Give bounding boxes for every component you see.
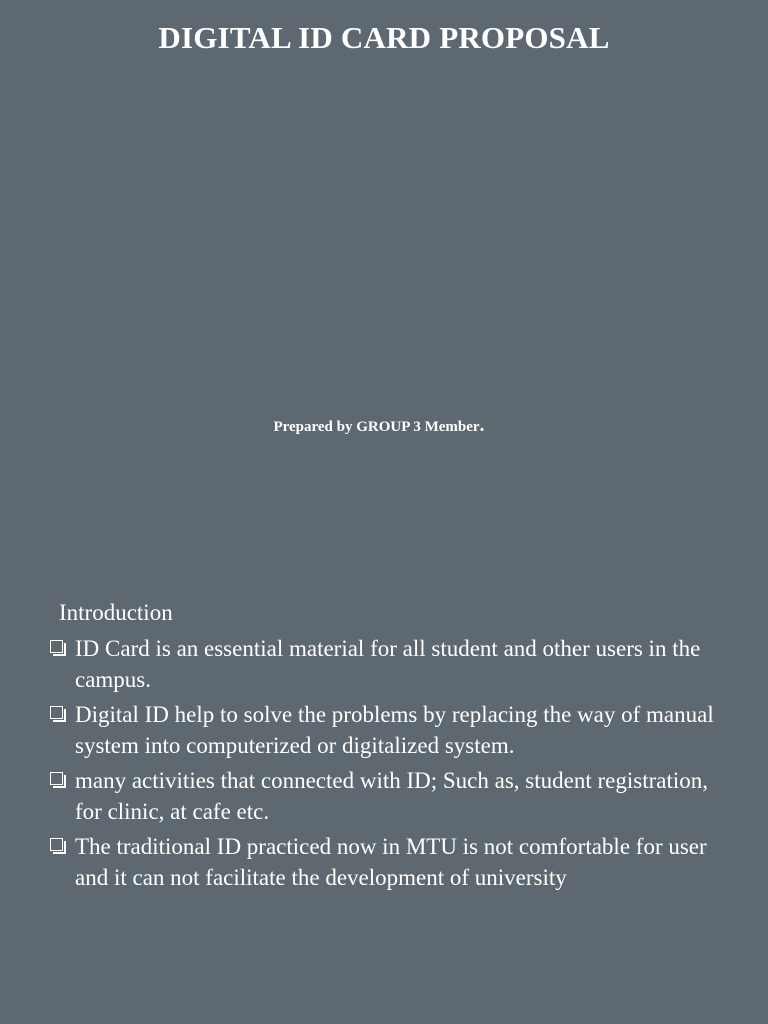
list-item-text: ID Card is an essential material for all student and other users in the campus. xyxy=(75,636,701,692)
list-item xyxy=(47,831,727,893)
list-item xyxy=(47,633,727,695)
prepared-by-end-mark: . xyxy=(479,414,485,436)
list-item xyxy=(47,699,727,761)
prepared-by-line xyxy=(0,415,758,436)
introduction-section xyxy=(47,600,727,897)
list-item-text: The traditional ID practiced now in MTU is not comfortable for user and it can not facilitate the development of university xyxy=(75,834,707,890)
checkbox-square-icon xyxy=(50,838,63,851)
introduction-list xyxy=(47,633,727,893)
page-title: DIGITAL ID CARD PROPOSAL xyxy=(158,20,610,55)
list-item xyxy=(47,765,727,827)
checkbox-square-icon xyxy=(50,640,63,653)
checkbox-square-icon xyxy=(50,706,63,719)
introduction-heading: Introduction xyxy=(59,600,173,625)
prepared-by-text: Prepared by GROUP 3 Member xyxy=(273,419,480,435)
list-item-text: many activities that connected with ID; Such as, student registration, for clinic, at cafe etc. xyxy=(75,768,708,824)
checkbox-square-icon xyxy=(50,772,63,785)
list-item-text: Digital ID help to solve the problems by replacing the way of manual system into computerized or digitalized system. xyxy=(75,702,714,758)
